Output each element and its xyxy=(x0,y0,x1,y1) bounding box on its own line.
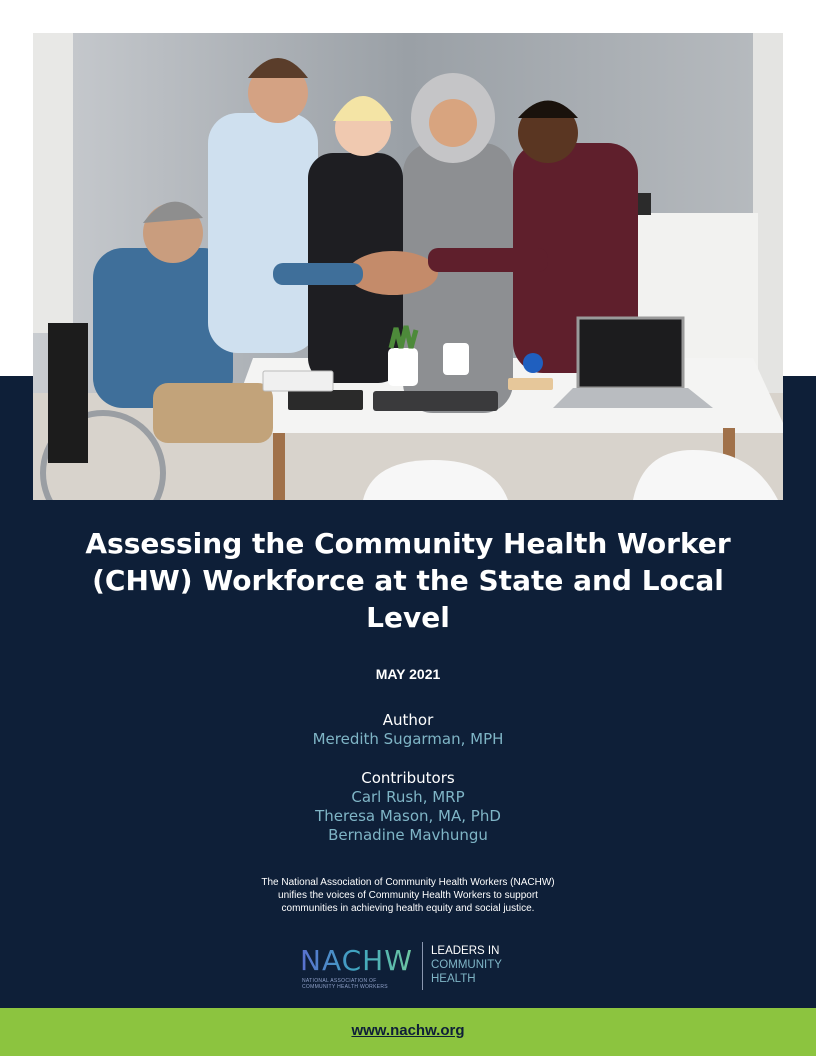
contributors-heading: Contributors xyxy=(361,769,455,787)
author-heading: Author xyxy=(382,711,434,729)
tagline-line: LEADERS IN xyxy=(431,945,500,957)
contributor-name: Bernadine Mavhungu xyxy=(328,826,488,844)
tagline-line: COMMUNITY xyxy=(431,959,502,971)
logo-subtitle-line: NATIONAL ASSOCIATION OF xyxy=(302,978,377,984)
author-block xyxy=(0,711,816,749)
logo-subtitle-line: COMMUNITY HEALTH WORKERS xyxy=(302,984,388,990)
team-hands-together-photo-icon xyxy=(33,33,783,500)
report-title: Assessing the Community Health Worker (CHW) Workforce at the State and Local Level xyxy=(85,527,731,634)
logo-wordmark xyxy=(300,944,414,977)
author-name: Meredith Sugarman, MPH xyxy=(312,730,504,748)
nachw-logo xyxy=(300,942,530,992)
cover-photo xyxy=(33,33,783,500)
mission-line: unifies the voices of Community Health Workers to support xyxy=(278,890,538,901)
mission-line: communities in achieving health equity and social justice. xyxy=(281,903,535,914)
logo-tagline xyxy=(431,944,531,986)
contributor-name: Carl Rush, MRP xyxy=(351,788,465,806)
contributor-name: Theresa Mason, MA, PhD xyxy=(315,807,501,825)
logo-wordmark-text: NACHW xyxy=(300,944,413,977)
logo-subtitle xyxy=(302,978,414,990)
website-link[interactable]: www.nachw.org xyxy=(351,1022,465,1039)
tagline-line: HEALTH xyxy=(431,973,476,985)
logo-divider xyxy=(422,942,423,990)
contributors-block xyxy=(0,769,816,845)
mission-line: The National Association of Community Health Workers (NACHW) xyxy=(261,877,555,888)
publication-date: MAY 2021 xyxy=(375,666,441,682)
mission-statement xyxy=(208,876,608,915)
